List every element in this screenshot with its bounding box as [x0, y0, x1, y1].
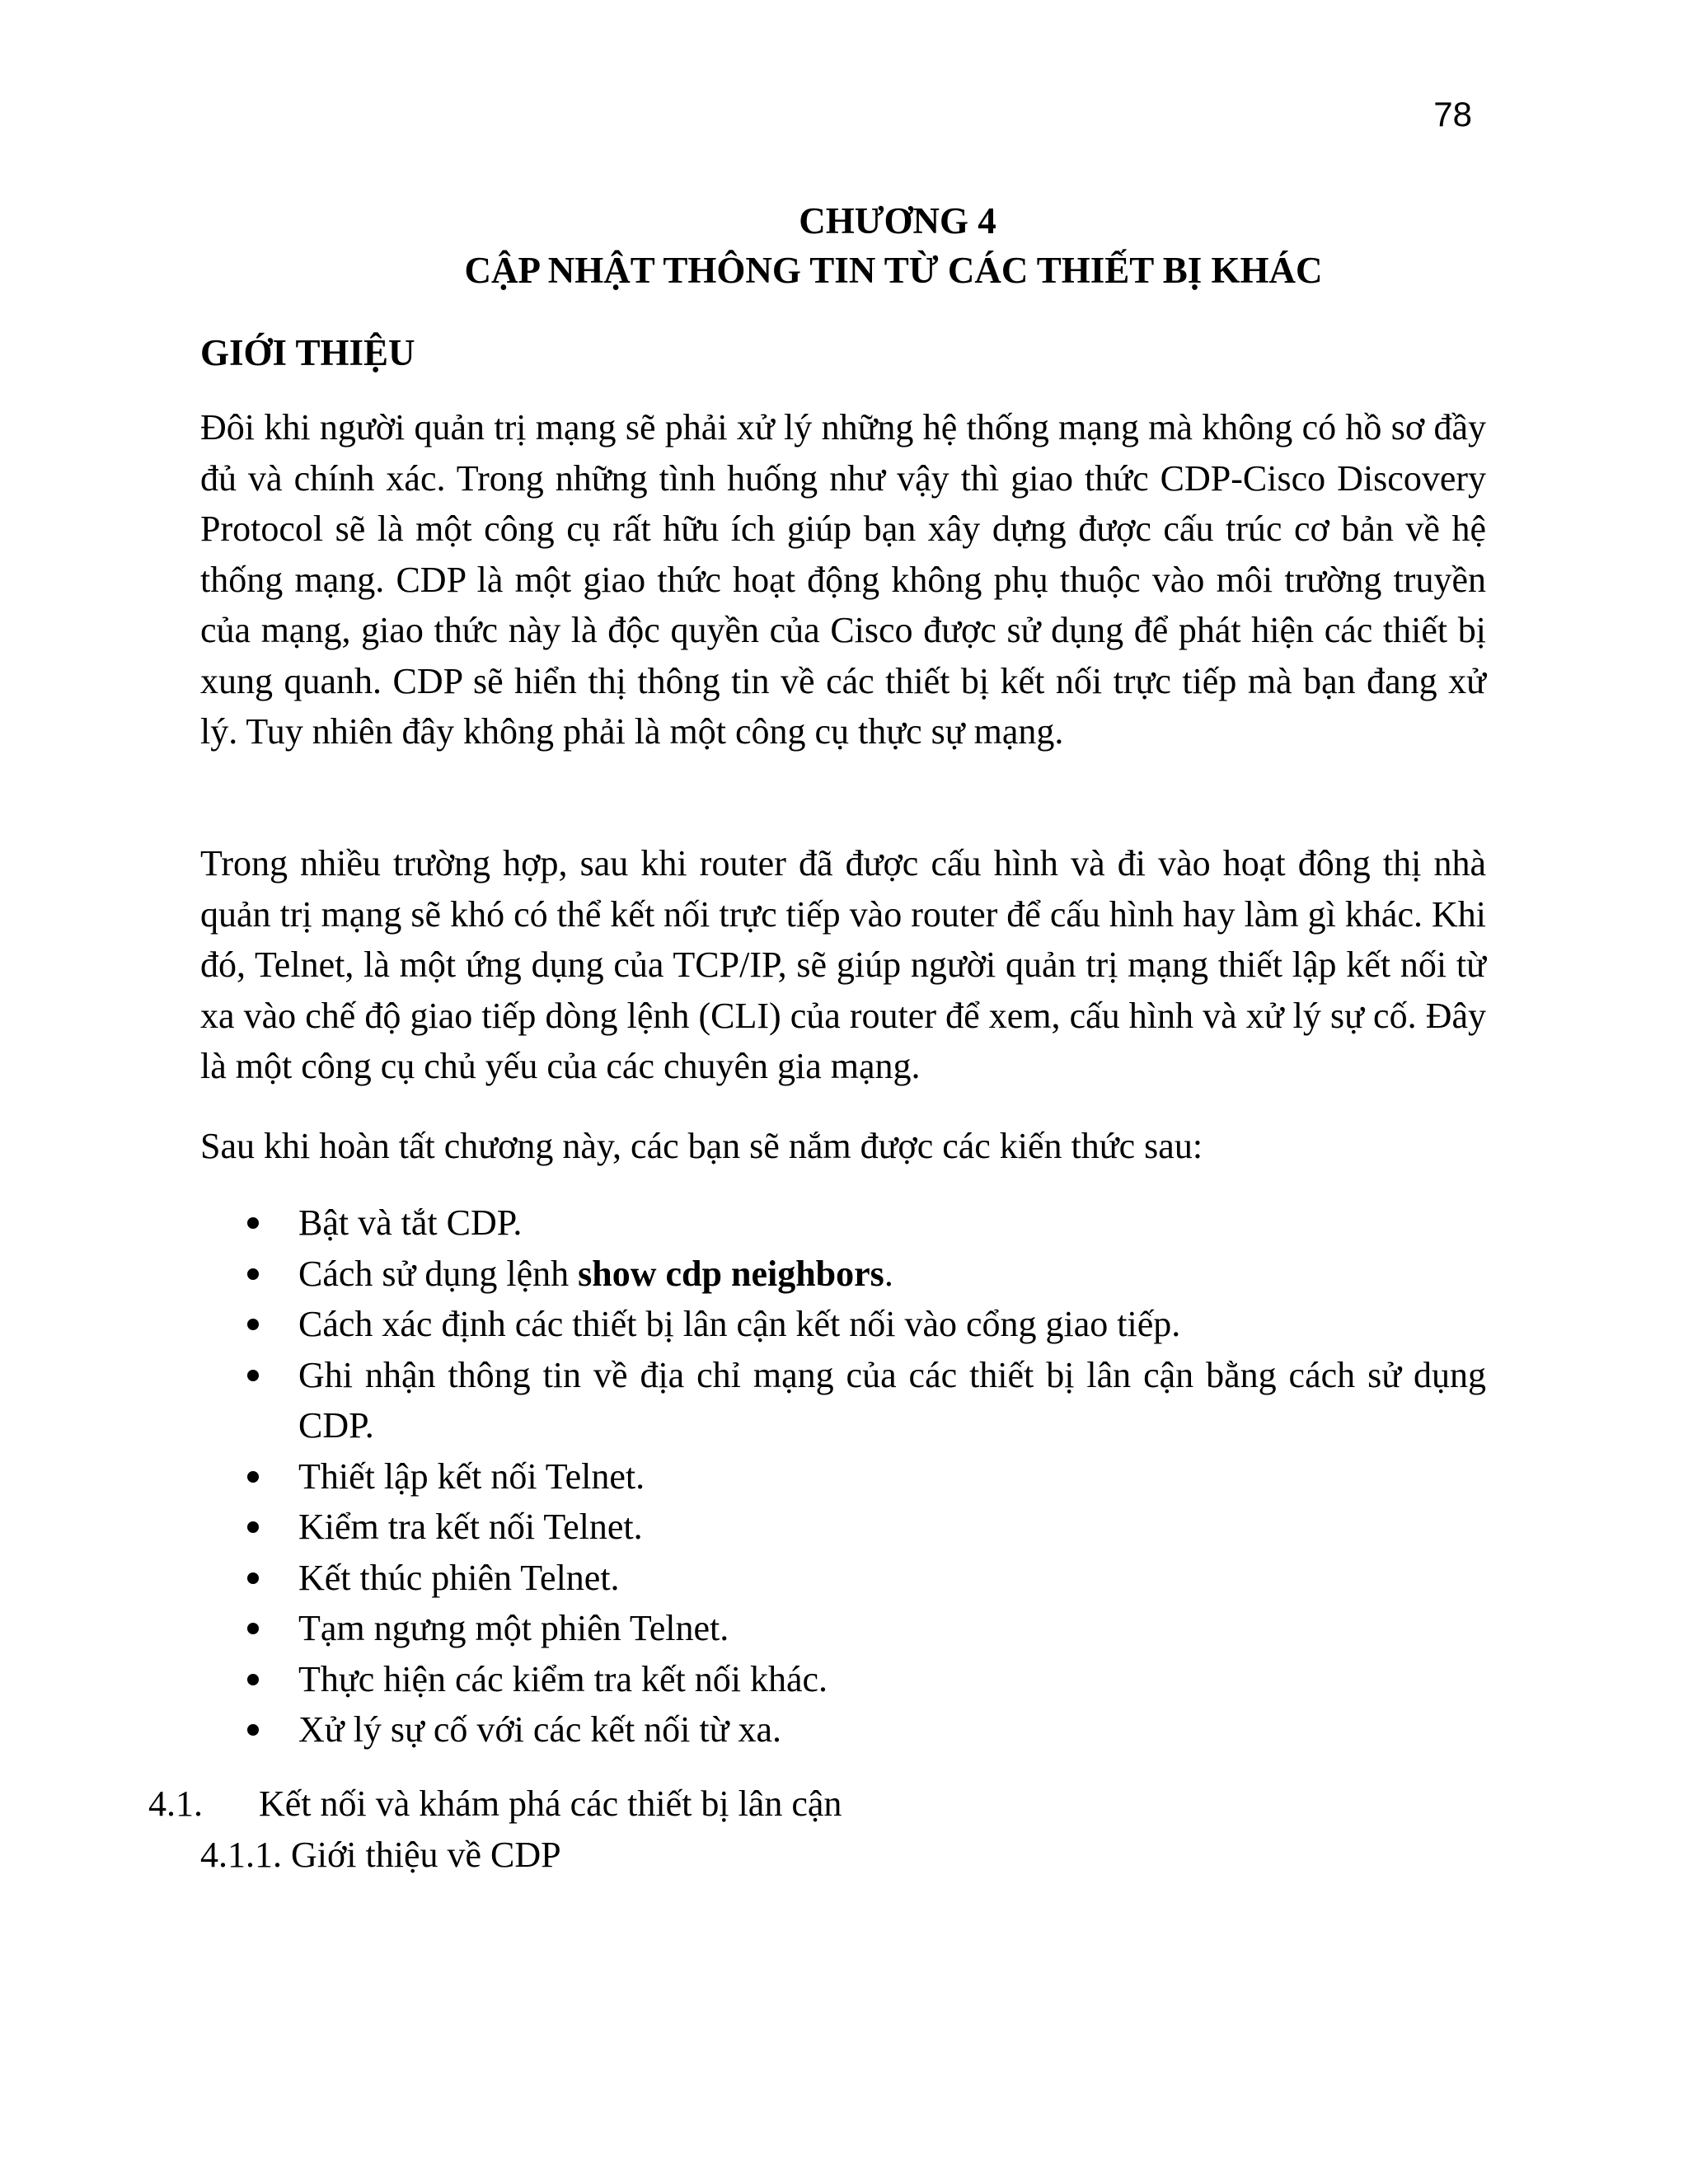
- subsection-heading-4-1-1: 4.1.1. Giới thiệu về CDP: [200, 1835, 561, 1875]
- intro-heading: GIỚI THIỆU: [200, 332, 415, 373]
- paragraph-1: Đôi khi người quản trị mạng sẽ phải xử lý những hệ thống mạng mà không có hồ sơ đầy đủ và chính xác. Trong những tình huống như vậy thì giao thức CDP-Cisco Discovery Protocol sẽ là một công cụ rất hữu ích giúp bạn xây dựng được cấu trúc cơ bản về hệ thống mạng. CDP là một giao thức hoạt động không phụ thuộc vào môi trường truyền của mạng, giao thức này là độc quyền của Cisco được sử dụng để phát hiện các thiết bị xung quanh. CDP sẽ hiển thị thông tin về các thiết bị kết nối trực tiếp mà bạn đang xử lý. Tuy nhiên đây không phải là một công cụ thực sự mạng.: [200, 407, 1486, 752]
- bullet-icon: [247, 1623, 259, 1634]
- page-number: 78: [1433, 95, 1472, 134]
- list-item-text: Cách xác định các thiết bị lân cận kết nối vào cổng giao tiếp.: [298, 1304, 1181, 1344]
- bullet-icon: [247, 1724, 259, 1736]
- bullet-icon: [247, 1521, 259, 1533]
- list-item: [247, 1451, 1486, 1502]
- list-item-text: Thiết lập kết nối Telnet.: [298, 1455, 645, 1497]
- bullet-icon: [247, 1674, 259, 1685]
- list-item-text: Bật và tắt CDP.: [298, 1202, 523, 1243]
- list-item: [247, 1654, 1486, 1705]
- list-item: [247, 1704, 1486, 1755]
- bullet-icon: [247, 1268, 259, 1280]
- list-item: [247, 1603, 1486, 1654]
- list-item: [247, 1502, 1486, 1553]
- objectives-list: [247, 1197, 1486, 1755]
- bullet-icon: [247, 1217, 259, 1229]
- list-item: [247, 1350, 1486, 1451]
- list-item-text: Kiểm tra kết nối Telnet.: [298, 1507, 643, 1547]
- list-item-text: Thực hiện các kiểm tra kết nối khác.: [298, 1658, 828, 1699]
- list-item: [247, 1249, 1486, 1300]
- bullet-icon: [247, 1471, 259, 1483]
- list-item-text: Ghi nhận thông tin về địa chỉ mạng của các thiết bị lân cận bằng cách sử dụng CDP.: [298, 1354, 1486, 1446]
- bullet-icon: [247, 1572, 259, 1584]
- list-item-text-suffix: .: [884, 1253, 893, 1294]
- paragraph-3: Sau khi hoàn tất chương này, các bạn sẽ nắm được các kiến thức sau:: [200, 1126, 1203, 1166]
- command-name: show cdp neighbors: [578, 1253, 884, 1294]
- chapter-name: CẬP NHẬT THÔNG TIN TỪ CÁC THIẾT BỊ KHÁC: [464, 250, 1323, 291]
- list-item-text: Xử lý sự cố với các kết nối từ xa.: [298, 1709, 782, 1750]
- list-item: [247, 1553, 1486, 1604]
- list-item-text-prefix: Cách sử dụng lệnh: [298, 1253, 579, 1294]
- list-item: [247, 1197, 1486, 1249]
- bullet-icon: [247, 1319, 259, 1330]
- chapter-title: [0, 196, 1688, 295]
- bullet-icon: [247, 1370, 259, 1381]
- chapter-number: CHƯƠNG 4: [799, 200, 996, 241]
- section-number: 4.1.: [148, 1783, 203, 1824]
- section-heading-4-1: [148, 1779, 842, 1830]
- paragraph-2: Trong nhiều trường hợp, sau khi router đã được cấu hình và đi vào hoạt đông thị nhà quản trị mạng sẽ khó có thể kết nối trực tiếp vào router để cấu hình hay làm gì khác. Khi đó, Telnet, là một ứng dụng của TCP/IP, sẽ giúp người quản trị mạng thiết lập kết nối từ xa vào chế độ giao tiếp dòng lệnh (CLI) của router để xem, cấu hình và xử lý sự cố. Đây là một công cụ chủ yếu của các chuyên gia mạng.: [200, 843, 1486, 1086]
- list-item: [247, 1299, 1486, 1350]
- list-item-text: Tạm ngưng một phiên Telnet.: [298, 1608, 729, 1648]
- section-title: Kết nối và khám phá các thiết bị lân cận: [259, 1783, 842, 1824]
- list-item-text: Kết thúc phiên Telnet.: [298, 1557, 620, 1598]
